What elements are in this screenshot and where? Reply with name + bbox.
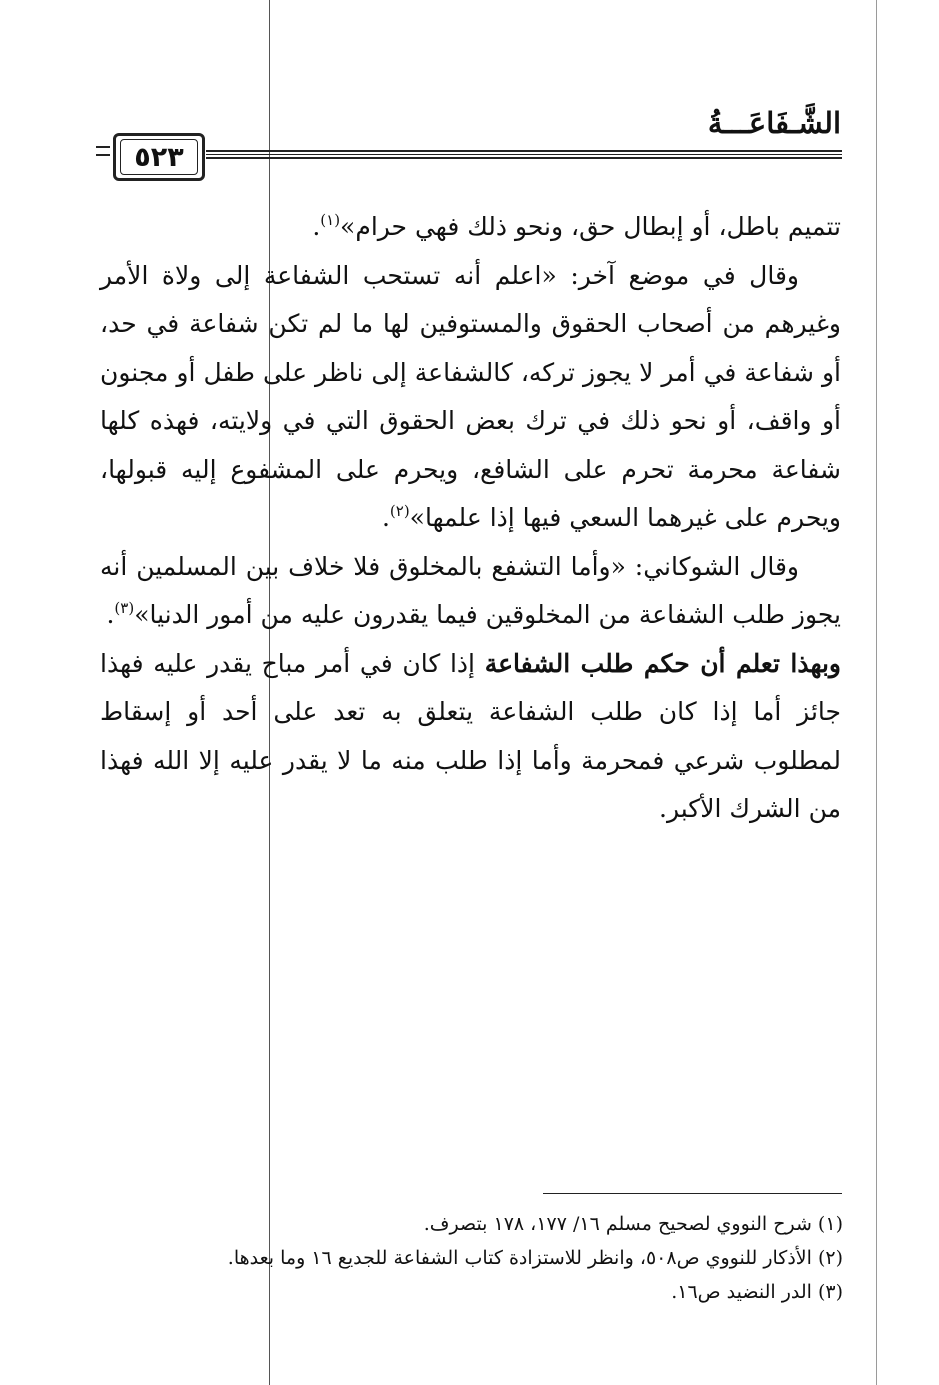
- header-rule-end-mark: [96, 146, 110, 156]
- footnote-2: (٢) الأذكار للنووي ص٥٠٨، وانظر للاستزادة كتاب الشفاعة للجديع ١٦ وما بعدها.: [227, 1247, 843, 1269]
- paragraph-3-end: .: [106, 600, 115, 629]
- paragraph-1-text: تتميم باطل، أو إبطال حق، ونحو ذلك فهي حرام»: [340, 212, 841, 241]
- scan-line-right: [876, 0, 877, 1385]
- footnote-3: (٣) الدر النضيد ص١٦.: [671, 1281, 843, 1303]
- page-number: ٥٢٣: [134, 142, 184, 173]
- footnotes: [163, 1207, 843, 1309]
- footnote-ref-2[interactable]: (٢): [389, 502, 410, 520]
- paragraph-2: [100, 252, 841, 543]
- paragraph-2-text: وقال في موضع آخر: «اعلم أنه تستحب الشفاعة إلى ولاة الأمر وغيرهم من أصحاب الحقوق والمستوفين لها ما لم تكن شفاعة في حد، أو شفاعة في أمر لا يجوز تركه، كالشفاعة إلى ناظر على طفل أو مجنون أو واقف، أو نحو ذلك في ترك بعض الحقوق التي في ولايته، فهذه كلها شفاعة محرمة تحرم على الشافع، ويحرم على المشفوع إليه قبولها، ويحرم على غيرهما السعي فيها إذا علمها»: [100, 260, 842, 532]
- paragraph-2-end: .: [381, 503, 390, 532]
- footnote-ref-3[interactable]: (٣): [114, 599, 135, 617]
- footnote-1: (١) شرح النووي لصحيح مسلم ١٦/ ١٧٧، ١٧٨ بتصرف.: [423, 1213, 843, 1235]
- paragraph-3: [100, 543, 841, 640]
- paragraph-4-bold-lead: وبهذا تعلم أن حكم طلب الشفاعة: [484, 648, 842, 678]
- footnote-ref-1[interactable]: (١): [320, 211, 341, 229]
- paragraph-1-end: .: [312, 212, 321, 241]
- running-header-title: الشَّـفَاعَـــةُ: [707, 106, 841, 140]
- paragraph-1: [100, 203, 841, 252]
- paragraph-3-text: وقال الشوكاني: «وأما التشفع بالمخلوق فلا خلاف بين المسلمين أنه يجوز طلب الشفاعة من المخلوقين فيما يقدرون عليه من أمور الدنيا»: [100, 551, 841, 629]
- header-rule: [206, 150, 842, 159]
- main-text: [100, 203, 841, 834]
- page-number-frame: [113, 133, 205, 181]
- paragraph-4-text: إذا كان في أمر مباح يقدر عليه فهذا جائز أما إذا كان طلب الشفاعة يتعلق به تعد على أحد أو إسقاط لمطلوب شرعي فمحرمة وأما إذا طلب منه ما لا يقدر عليه إلا الله فهذا من الشرك الأكبر.: [100, 648, 841, 823]
- paragraph-4: [100, 640, 841, 834]
- footnote-separator: [543, 1193, 842, 1194]
